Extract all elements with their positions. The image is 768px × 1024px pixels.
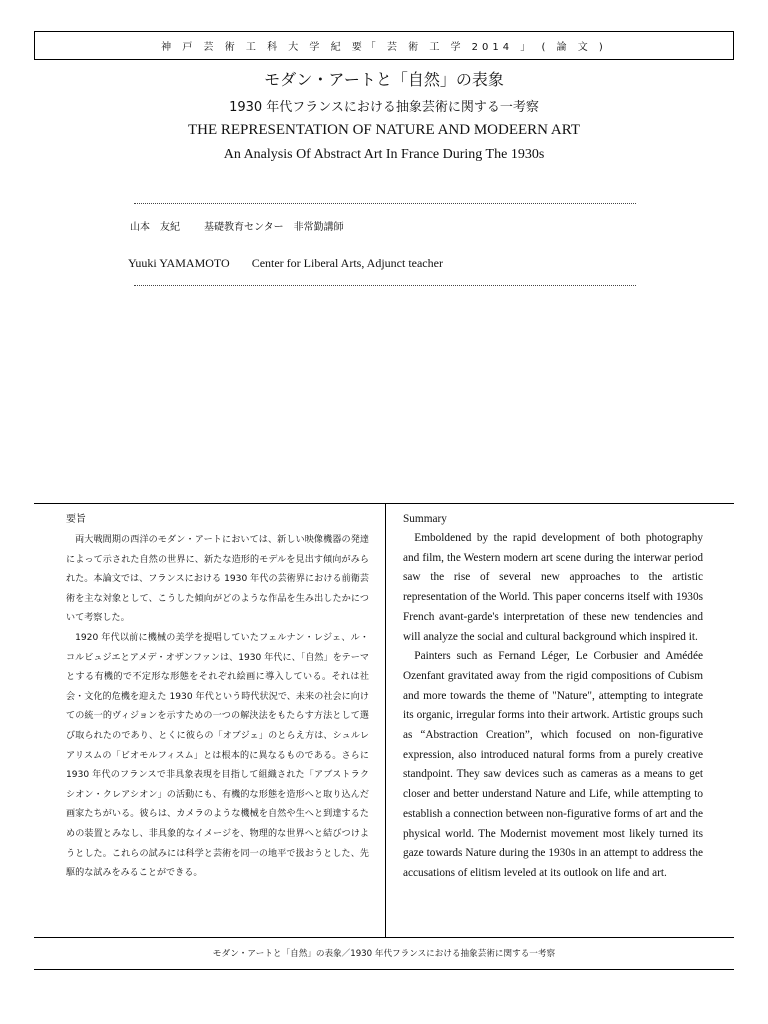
footer: [34, 937, 734, 969]
author-name-ja: 山本 友紀: [130, 222, 180, 233]
abstract-ja: [66, 511, 369, 884]
footer-text: モダン・アートと「自然」の表象／1930 年代フランスにおける抽象芸術に関する一考察: [212, 949, 556, 959]
title-en: THE REPRESENTATION OF NATURE AND MODEERN ART: [187, 122, 581, 138]
subtitle-en: An Analysis Of Abstract Art In France During The 1930s: [223, 147, 545, 162]
abstract-en: [403, 511, 703, 884]
journal-header-text: 神 戸 芸 術 工 科 大 学 紀 要「 芸 術 工 学 2014 」 ( 論 文 ): [161, 42, 607, 53]
abstract-top-rule: [34, 503, 734, 504]
journal-header: [34, 31, 734, 60]
author-name-en: Yuuki YAMAMOTO: [128, 256, 230, 270]
author-ja: [130, 218, 344, 233]
author-affiliation-en: Center for Liberal Arts, Adjunct teacher: [251, 256, 443, 270]
abstract-en-paragraph-1: Emboldened by the rapid development of both photography and film, the Western modern art scene during the interwar period saw the rise of several new approaches to the artistic representation of the World. This paper concerns itself with 1930s French avant-garde's interpretation of these new tendencies and will analyze the social and cultural background which inspired it.: [403, 532, 703, 643]
abstract-en-paragraph-2: Painters such as Fernand Léger, Le Corbusier and Amédée Ozenfant gravitated away from the rigid compositions of Cubism and more towards the theme of "Nature", attempting to integrate its organic, irregular forms into their artwork. Artistic groups such as “Abstraction Creation”, which focused on non-figurative expression, also introduced natural forms from a purely creative standpoint. They saw devices such as cameras as a means to get closer and better understand Nature and Life, while attempting to establish a connection between non-figurative forms of art and the physical world. The Modernist movement most likely turned its gaze towards Nature during the 1930s in an attempt to address the accusations of elitism leveled at its outlook on life and art.: [403, 650, 703, 879]
author-en: [128, 256, 443, 271]
title-ja: モダン・アートと「自然」の表象: [264, 70, 504, 89]
abstract-ja-paragraph-2: 1920 年代以前に機械の美学を提唱していたフェルナン・レジェ、ル・コルビュジエとアメデ・オザンファンは、1930 年代に、「自然」をテーマとする有機的で不定形な形態をそれぞれ絵画に導入している。それは社会・文化的危機を迎えた 1930 年代という時代状況で、未来の社会に向けての統一的ヴィジョンを示すための一つの解決法をもたらす方法として選び取られたのであり、とくに彼らの「オブジェ」のとらえ方は、シュルレアリスムの「ビオモルフィスム」とは根本的に異なるものである。さらに 1930 年代のフランスで非具象表現を目指して組織された「アブストラクシオン・クレアシオン」の活動にも、有機的な形態を造形へと取り込んだ画家たちがいる。彼らは、カメラのような機械を自然や生へと到達するための装置とみなし、非具象的なイメージを、物理的な世界へと結びつけようとした。これらの試みには科学と芸術を同一の地平で扱おうとした、先駆的な試みをみることができる。: [66, 632, 369, 879]
dotted-divider-bottom: [134, 285, 636, 286]
dotted-divider-top: [134, 203, 636, 204]
abstract-en-heading: Summary: [403, 513, 447, 525]
abstract-ja-paragraph-1: 両大戦間期の西洋のモダン・アートにおいては、新しい映像機器の発達によって示された自然の世界に、新たな造形的モデルを見出す傾向がみられた。本論文では、フランスにおける 1930 年代の芸術界における前衛芸術を主な対象として、こうした傾向がどのような作品を生み出したかについて考察した。: [66, 535, 369, 624]
abstract-ja-heading: 要旨: [66, 514, 86, 525]
column-divider: [385, 503, 386, 937]
subtitle-ja: 1930 年代フランスにおける抽象芸術に関する一考察: [229, 100, 539, 115]
author-affiliation-ja: 基礎教育センター 非常勤講師: [204, 222, 344, 233]
footer-bottom-rule: [34, 969, 734, 970]
